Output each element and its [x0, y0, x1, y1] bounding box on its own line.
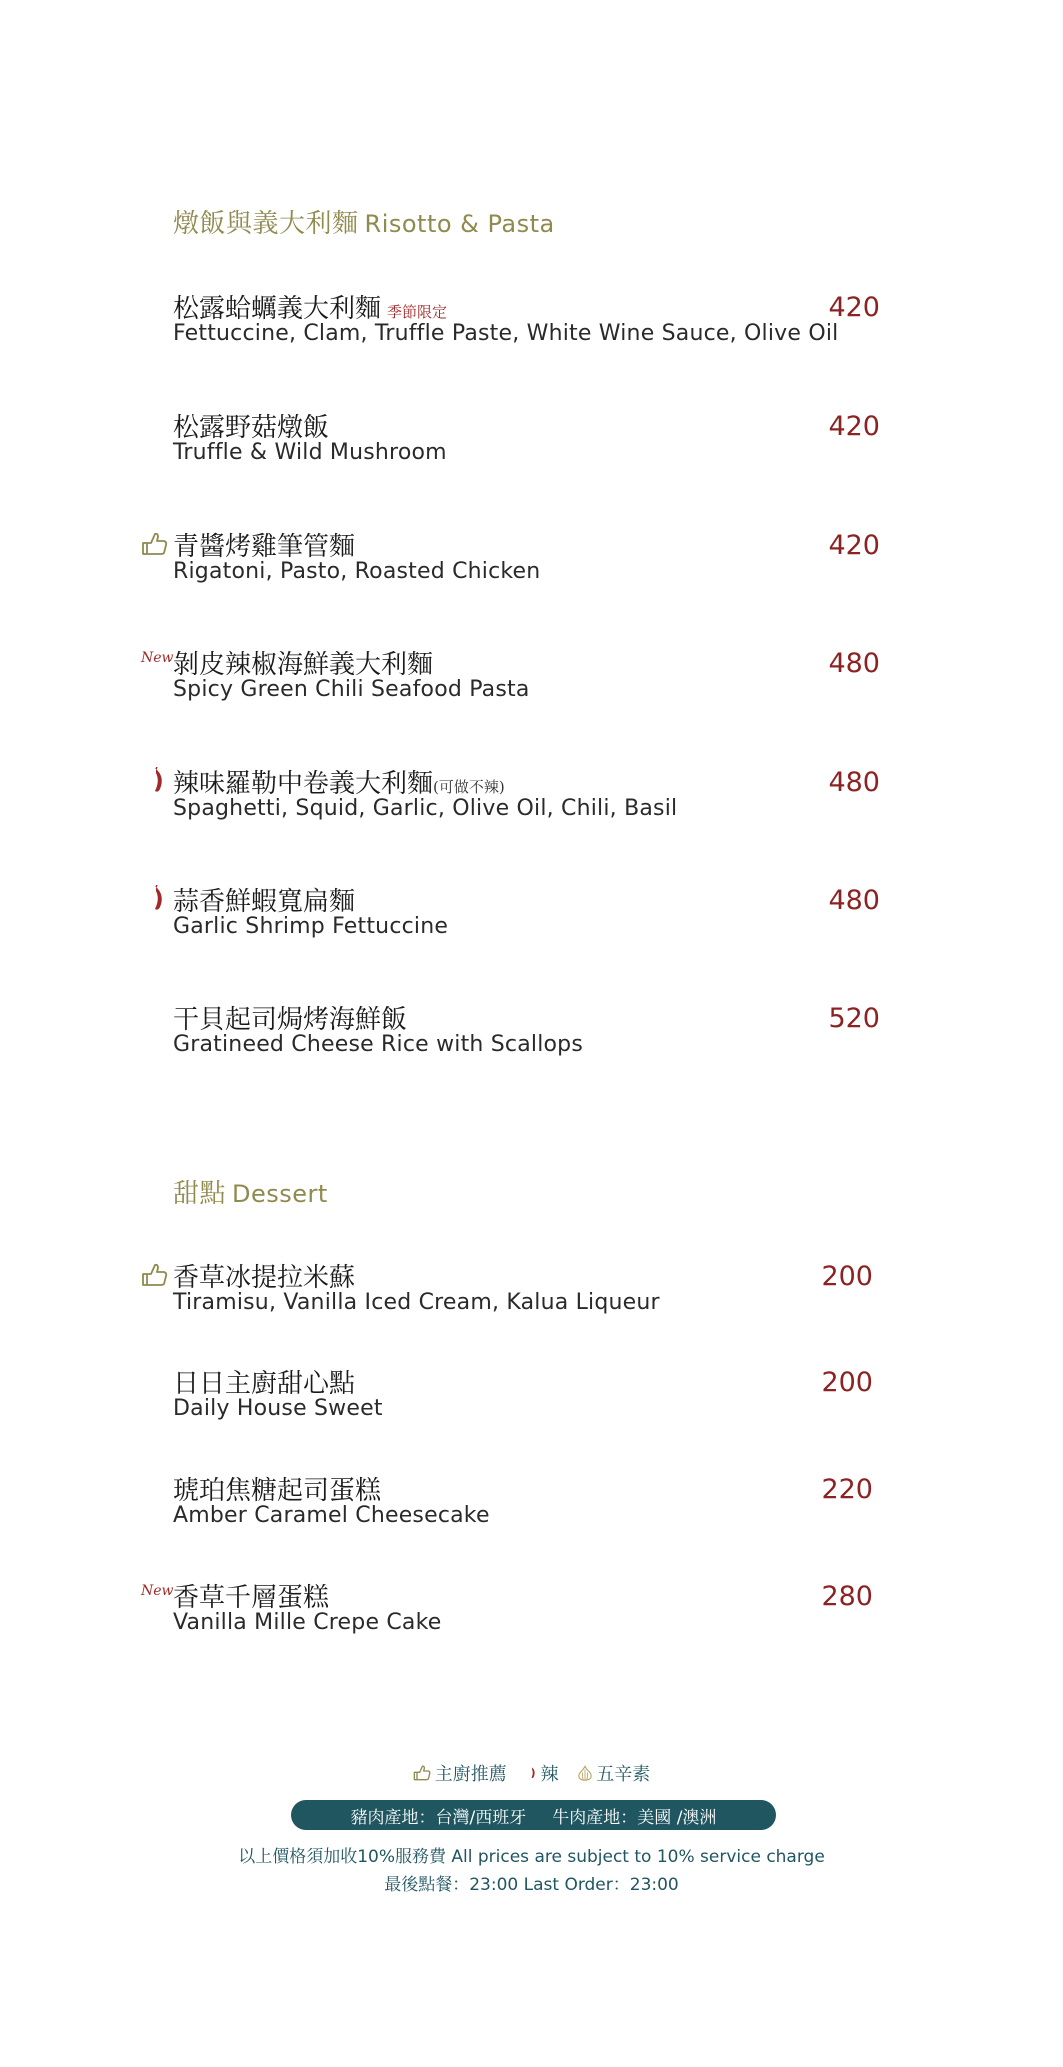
item-name-wrap — [173, 763, 505, 800]
item-description: Tiramisu, Vanilla Iced Cream, Kalua Liqueur — [173, 1290, 660, 1315]
menu-item — [0, 1470, 1063, 1540]
menu-item — [0, 288, 1063, 358]
chef-recommend-icon — [141, 1261, 171, 1289]
menu-item — [0, 999, 1063, 1069]
service-charge-note: 以上價格須加收10%服務費 All prices are subject to 10% service charge — [238, 1847, 825, 1867]
item-description: Daily House Sweet — [173, 1396, 383, 1421]
item-price: 420 — [828, 530, 880, 561]
item-name: 青醬烤雞筆管麵 — [173, 532, 356, 562]
legend-five-label: 五辛素 — [596, 1764, 651, 1785]
item-description: Amber Caramel Cheesecake — [173, 1503, 490, 1528]
item-price: 200 — [821, 1261, 873, 1292]
chili-icon — [141, 767, 171, 795]
item-description: Vanilla Mille Crepe Cake — [173, 1610, 442, 1635]
section-title-en: Dessert — [232, 1180, 328, 1208]
item-description: Garlic Shrimp Fettuccine — [173, 914, 449, 939]
section-title-en: Risotto & Pasta — [364, 210, 555, 238]
item-name: 日日主廚甜心點 — [173, 1369, 356, 1399]
item-name: 蒜香鮮蝦寬扁麵 — [173, 887, 356, 917]
menu-item — [0, 1363, 1063, 1433]
legend-chef — [413, 1760, 507, 1786]
item-price: 420 — [828, 292, 880, 323]
section-title-dessert — [173, 1173, 328, 1210]
legend-spicy — [525, 1760, 559, 1786]
item-price: 200 — [821, 1367, 873, 1398]
item-price: 220 — [821, 1474, 873, 1505]
menu-item — [0, 763, 1063, 833]
chili-icon — [525, 1763, 539, 1783]
section-title-risotto-pasta — [173, 203, 555, 240]
last-order-note: 最後點餐：23:00 Last Order：23:00 — [384, 1875, 679, 1895]
item-name: 琥珀焦糖起司蛋糕 — [173, 1476, 382, 1506]
item-name-wrap — [173, 288, 447, 325]
legend-chef-label: 主廚推薦 — [434, 1764, 507, 1785]
item-price: 480 — [828, 767, 880, 798]
item-description: Rigatoni, Pasto, Roasted Chicken — [173, 559, 541, 584]
item-price: 480 — [828, 885, 880, 916]
item-description: Gratineed Cheese Rice with Scallops — [173, 1032, 583, 1057]
legend-five-pungent — [576, 1760, 650, 1786]
item-description: Spicy Green Chili Seafood Pasta — [173, 677, 530, 702]
menu-item — [0, 644, 1063, 714]
legend-spicy-label: 辣 — [540, 1764, 559, 1785]
item-price: 520 — [828, 1003, 880, 1034]
garlic-icon — [576, 1763, 594, 1783]
menu-item — [0, 881, 1063, 951]
chef-recommend-icon — [141, 530, 171, 558]
item-name: 松露野菇燉飯 — [173, 413, 330, 443]
chef-recommend-icon — [413, 1763, 433, 1783]
new-badge: New — [141, 1583, 174, 1599]
item-price: 280 — [821, 1581, 873, 1612]
section-title-zh: 燉飯與義大利麵 — [173, 209, 359, 239]
item-name: 香草千層蛋糕 — [173, 1583, 330, 1613]
beef-origin: 牛肉產地：美國 /澳洲 — [552, 1807, 717, 1828]
menu-item — [0, 1577, 1063, 1647]
menu-item — [0, 407, 1063, 477]
item-description: Fettuccine, Clam, Truffle Paste, White Wine Sauce, Olive Oil — [173, 321, 839, 346]
item-note: (可做不辣) — [433, 778, 505, 796]
item-name: 剝皮辣椒海鮮義大利麵 — [173, 650, 434, 680]
item-price: 480 — [828, 648, 880, 679]
item-name: 干貝起司焗烤海鮮飯 — [173, 1005, 408, 1035]
item-name: 香草冰提拉米蘇 — [173, 1263, 356, 1293]
item-description: Truffle & Wild Mushroom — [173, 440, 447, 465]
section-title-zh: 甜點 — [173, 1179, 227, 1209]
item-price: 420 — [828, 411, 880, 442]
item-name: 松露蛤蠣義大利麵 — [173, 294, 382, 324]
seasonal-note: 季節限定 — [387, 303, 448, 321]
menu-item — [0, 1257, 1063, 1327]
new-badge: New — [141, 650, 174, 666]
menu-item — [0, 526, 1063, 596]
icon-legend — [0, 1760, 1063, 1788]
item-name: 辣味羅勒中卷義大利麵 — [173, 769, 434, 799]
pork-origin: 豬肉產地：台灣/西班牙 — [350, 1807, 527, 1828]
chili-icon — [141, 885, 171, 913]
item-description: Spaghetti, Squid, Garlic, Olive Oil, Chili, Basil — [173, 796, 678, 821]
meat-origin-bar — [291, 1800, 776, 1830]
